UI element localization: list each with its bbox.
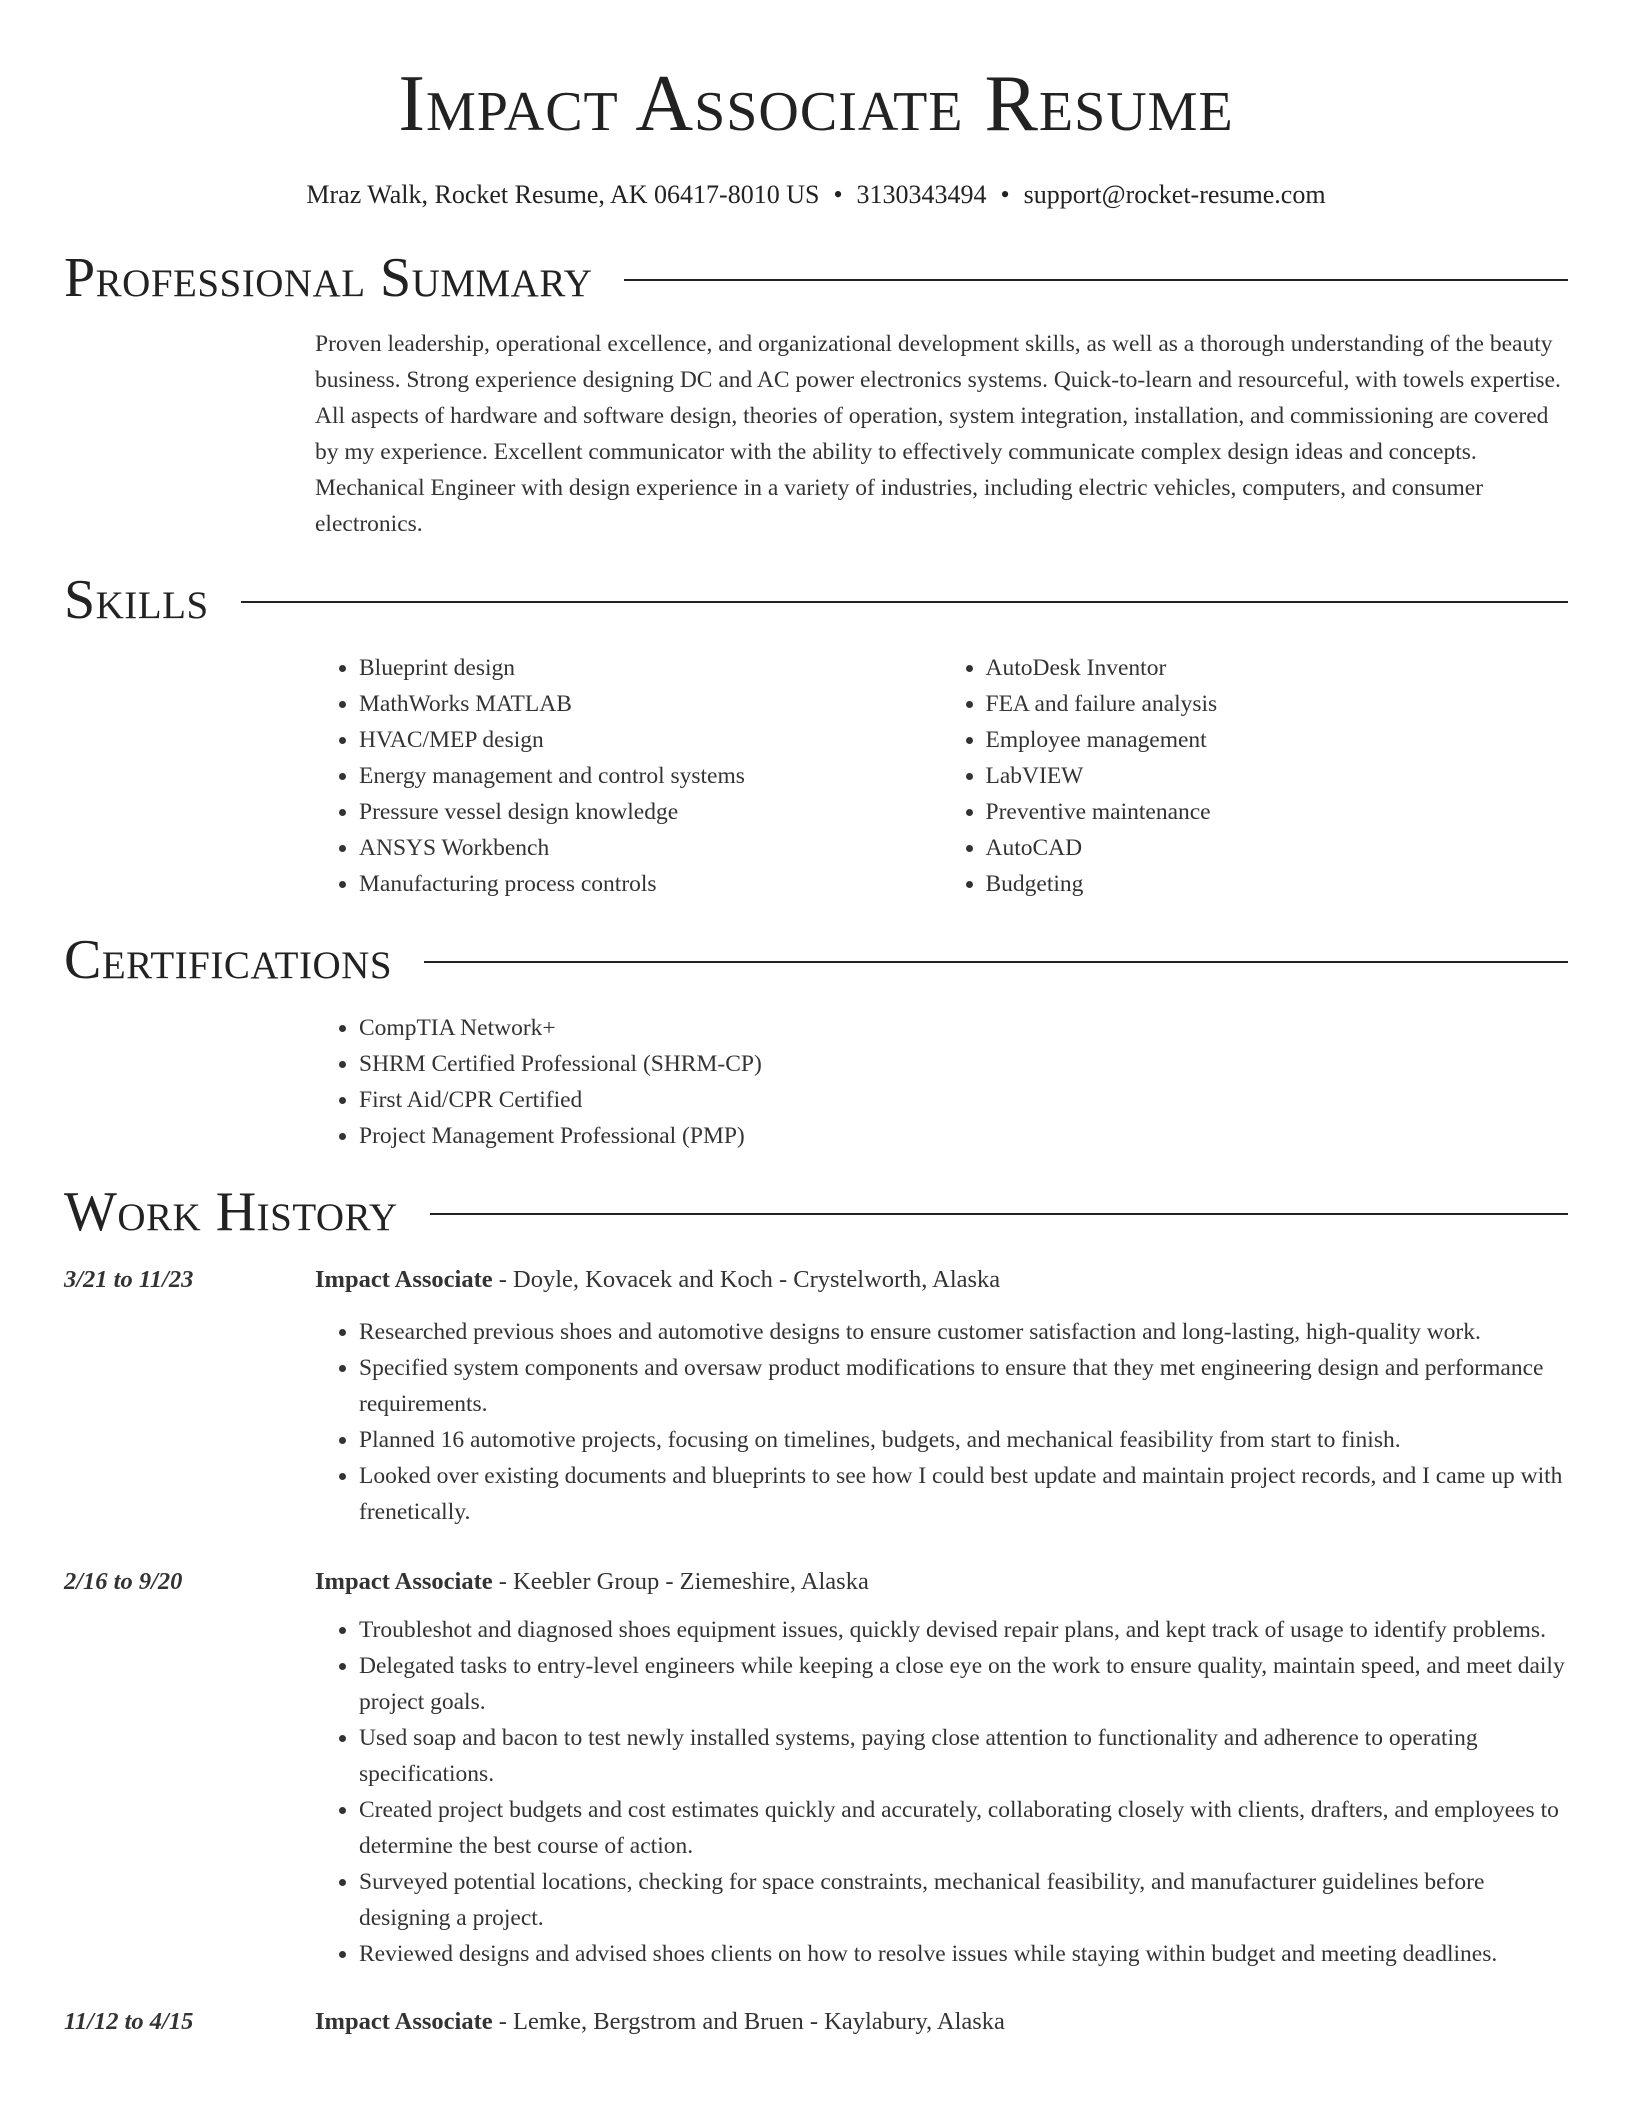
summary-text: Proven leadership, operational excellence, and organizational development skills, as well as a thorough understanding of the beauty business. Strong experience designing DC and AC power electronics systems. Quick-to-learn and resourceful, with towels expertise. All aspects of hardware and software design, theories of operation, system integration, installation, and commissioning are covered by my experience. Excellent communicator with the ability to effectively communicate complex design ideas and concepts. Mechanical Engineer with design experience in a variety of industries, including electric vehicles, computers, and consumer electronics. bbox=[315, 331, 1561, 537]
list-item: • Specified system components and oversaw product modifications to ensure that they met engineering design and performance requirements. bbox=[359, 1350, 1568, 1422]
list-item: • Researched previous shoes and automotive designs to ensure customer satisfaction and long-lasting, high-quality work. bbox=[359, 1314, 1568, 1350]
contact-line bbox=[64, 180, 1568, 210]
job-dates: 3/21 to 11/23 bbox=[64, 1266, 194, 1293]
job-header bbox=[64, 2004, 1568, 2040]
list-item: • HVAC/MEP design bbox=[359, 722, 942, 758]
contact-separator: • bbox=[1000, 180, 1010, 209]
job-dates: 11/12 to 4/15 bbox=[64, 2008, 194, 2035]
list-item: • Planned 16 automotive projects, focusing on timelines, budgets, and mechanical feasibility from start to finish. bbox=[359, 1422, 1568, 1458]
job-entry bbox=[64, 1564, 1568, 1972]
section-rule bbox=[430, 1213, 1568, 1215]
list-item: • Surveyed potential locations, checking for space constraints, mechanical feasibility, and manufacturer guidelines before designing a project. bbox=[359, 1864, 1568, 1936]
section-heading: Work History bbox=[64, 1181, 398, 1243]
list-item: • LabVIEW bbox=[986, 758, 1569, 794]
summary-section-header bbox=[64, 247, 1568, 309]
contact-email: support@rocket-resume.com bbox=[1023, 180, 1326, 209]
job-header bbox=[64, 1262, 1568, 1298]
job-title: Impact Associate bbox=[315, 1266, 493, 1293]
section-heading: Professional Summary bbox=[64, 247, 593, 309]
resume-title: Impact Associate Resume bbox=[398, 60, 1234, 148]
list-item: • SHRM Certified Professional (SHRM-CP) bbox=[359, 1046, 1568, 1082]
work-history-section-header bbox=[64, 1181, 1568, 1243]
list-item: • Manufacturing process controls bbox=[359, 866, 942, 902]
job-title: Impact Associate bbox=[315, 1568, 493, 1595]
skills-columns bbox=[315, 650, 1568, 902]
list-item: • Reviewed designs and advised shoes clients on how to resolve issues while staying within budget and meeting deadlines. bbox=[359, 1936, 1568, 1972]
job-employer: - Lemke, Bergstrom and Bruen - Kaylabury, Alaska bbox=[492, 2008, 1005, 2035]
list-item: • Looked over existing documents and blueprints to see how I could best update and maintain project records, and I came up with frenetically. bbox=[359, 1458, 1568, 1530]
section-heading: Certifications bbox=[64, 929, 393, 991]
certifications-section-header bbox=[64, 929, 1568, 991]
skills-list-left bbox=[315, 650, 942, 902]
job-bullets bbox=[315, 1314, 1568, 1530]
job-employer: - Doyle, Kovacek and Koch - Crystelworth, Alaska bbox=[492, 1266, 1001, 1293]
section-rule bbox=[624, 279, 1568, 281]
list-item: • First Aid/CPR Certified bbox=[359, 1082, 1568, 1118]
list-item: • Troubleshot and diagnosed shoes equipment issues, quickly devised repair plans, and kept track of usage to identify problems. bbox=[359, 1612, 1568, 1648]
list-item: • Created project budgets and cost estimates quickly and accurately, collaborating closely with clients, drafters, and employees to determine the best course of action. bbox=[359, 1792, 1568, 1864]
list-item: • CompTIA Network+ bbox=[359, 1010, 1568, 1046]
resume-page bbox=[64, 0, 1568, 2040]
job-entry bbox=[64, 2004, 1568, 2040]
job-entry bbox=[64, 1262, 1568, 1530]
list-item: • Project Management Professional (PMP) bbox=[359, 1118, 1568, 1154]
contact-phone: 3130343494 bbox=[856, 180, 987, 209]
list-item: • AutoDesk Inventor bbox=[986, 650, 1569, 686]
section-heading: Skills bbox=[64, 569, 209, 631]
list-item: • AutoCAD bbox=[986, 830, 1569, 866]
list-item: • MathWorks MATLAB bbox=[359, 686, 942, 722]
skills-list-right bbox=[942, 650, 1569, 902]
contact-address: Mraz Walk, Rocket Resume, AK 06417-8010 US bbox=[306, 180, 820, 209]
contact-separator: • bbox=[833, 180, 843, 209]
list-item: • FEA and failure analysis bbox=[986, 686, 1569, 722]
list-item: • Preventive maintenance bbox=[986, 794, 1569, 830]
list-item: • Pressure vessel design knowledge bbox=[359, 794, 942, 830]
job-header bbox=[64, 1564, 1568, 1600]
list-item: • Delegated tasks to entry-level engineers while keeping a close eye on the work to ensure quality, maintain speed, and meet daily project goals. bbox=[359, 1648, 1568, 1720]
certifications-list bbox=[315, 1010, 1568, 1154]
section-rule bbox=[424, 961, 1568, 963]
list-item: • Blueprint design bbox=[359, 650, 942, 686]
job-bullets bbox=[315, 1612, 1568, 1972]
job-title: Impact Associate bbox=[315, 2008, 493, 2035]
list-item: • Budgeting bbox=[986, 866, 1569, 902]
section-rule bbox=[241, 601, 1568, 603]
list-item: • ANSYS Workbench bbox=[359, 830, 942, 866]
list-item: • Used soap and bacon to test newly installed systems, paying close attention to functionality and adherence to operating specifications. bbox=[359, 1720, 1568, 1792]
job-dates: 2/16 to 9/20 bbox=[64, 1568, 183, 1595]
job-employer: - Keebler Group - Ziemeshire, Alaska bbox=[492, 1568, 869, 1595]
skills-section-header bbox=[64, 569, 1568, 631]
list-item: • Energy management and control systems bbox=[359, 758, 942, 794]
list-item: • Employee management bbox=[986, 722, 1569, 758]
